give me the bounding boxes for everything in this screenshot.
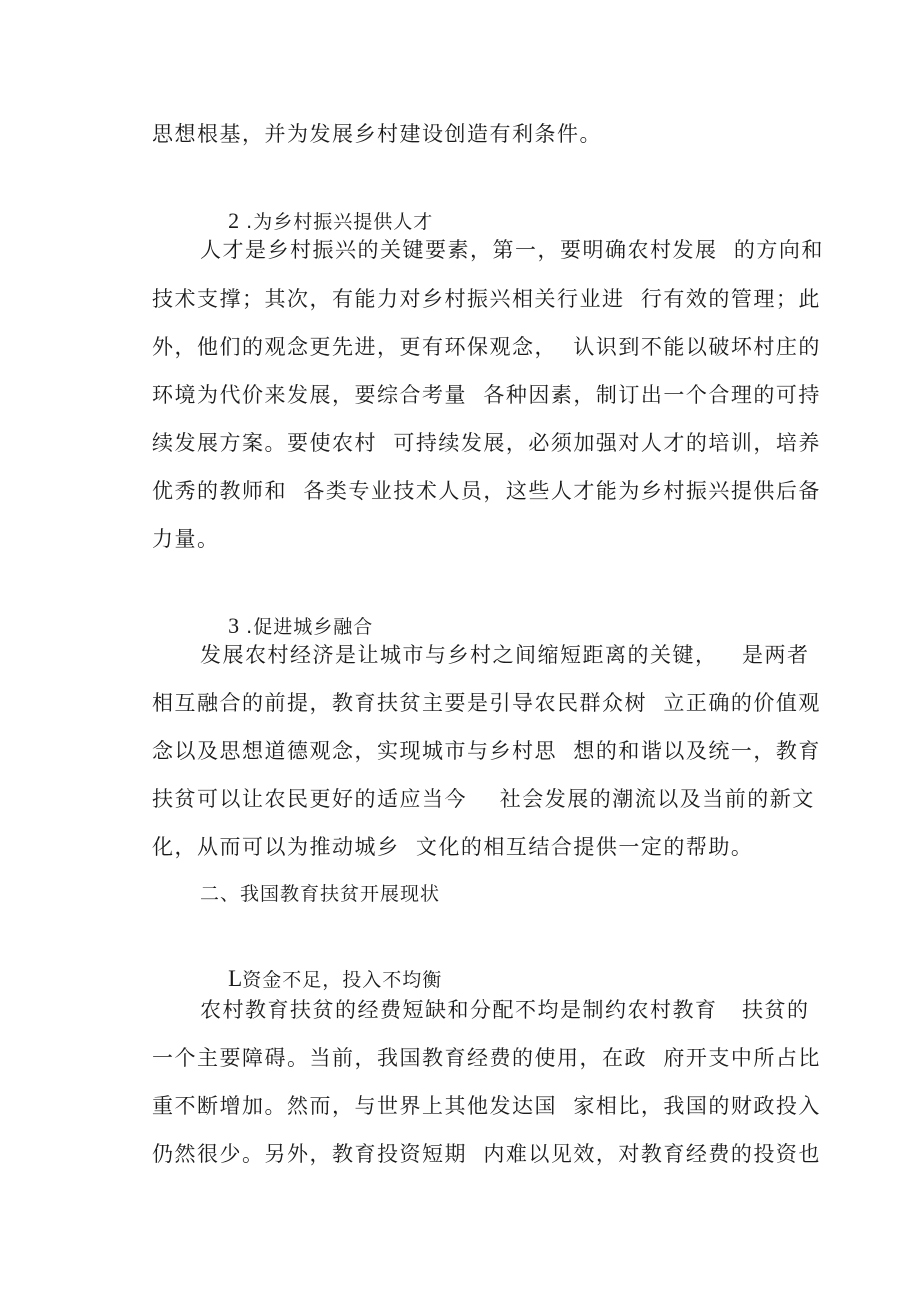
chapter-heading: 二、我国教育扶贫开展现状 <box>200 883 441 905</box>
paragraph-line: 思想根基，并为发展乡村建设创造有利条件。 <box>152 122 602 146</box>
paragraph-line: 技术支撑；其次，有能力对乡村振兴相关行业进 行有效的管理；此 <box>152 287 821 311</box>
paragraph-line: 发展农村经济是让城市与乡村之间缩短距离的关键， 是两者 <box>200 643 810 667</box>
heading-number: L <box>228 966 243 991</box>
paragraph-line: 续发展方案。要使农村 可持续发展，必须加强对人才的培训，培养 <box>152 431 821 455</box>
paragraph-line: 一个主要障碍。当前，我国教育经费的使用，在政 府开支中所占比 <box>152 1046 821 1070</box>
paragraph-line: 化，从而可以为推动城乡 文化的相互结合提供一定的帮助。 <box>152 835 754 859</box>
paragraph-line: 环境为代价来发展，要综合考量 各种因素，制订出一个合理的可持 <box>152 383 821 407</box>
paragraph-line: 人才是乡村振兴的关键要素，第一，要明确农村发展 的方向和 <box>200 238 824 262</box>
heading-title: .为乡村振兴提供人才 <box>246 211 434 233</box>
paragraph-line: 扶贫可以让农民更好的适应当今 社会发展的潮流以及当前的新文 <box>152 787 815 811</box>
heading-title: .促进城乡融合 <box>246 616 374 638</box>
heading-title: 资金不足，投入不均衡 <box>242 969 443 991</box>
paragraph-line: 农村教育扶贫的经费短缺和分配不均是制约农村教育 扶贫的 <box>200 998 810 1022</box>
paragraph-line: 重不断增加。然而，与世界上其他发达国 家相比，我国的财政投入 <box>152 1094 821 1118</box>
paragraph-line: 力量。 <box>152 527 220 551</box>
paragraph-line: 仍然很少。另外，教育投资短期 内难以见效，对教育经费的投资也 <box>152 1142 821 1166</box>
paragraph-line: 外，他们的观念更先进，更有环保观念， 认识到不能以破坏村庄的 <box>152 335 821 359</box>
heading-number: 2 <box>228 208 241 233</box>
paragraph-line: 优秀的教师和 各类专业技术人员，这些人才能为乡村振兴提供后备 <box>152 479 821 503</box>
paragraph-line: 相互融合的前提，教育扶贫主要是引导农民群众树 立正确的价值观 <box>152 691 821 715</box>
paragraph-line: 念以及思想道德观念，实现城市与乡村思 想的和谐以及统一，教育 <box>152 739 821 763</box>
heading-number: 3 <box>228 613 241 638</box>
